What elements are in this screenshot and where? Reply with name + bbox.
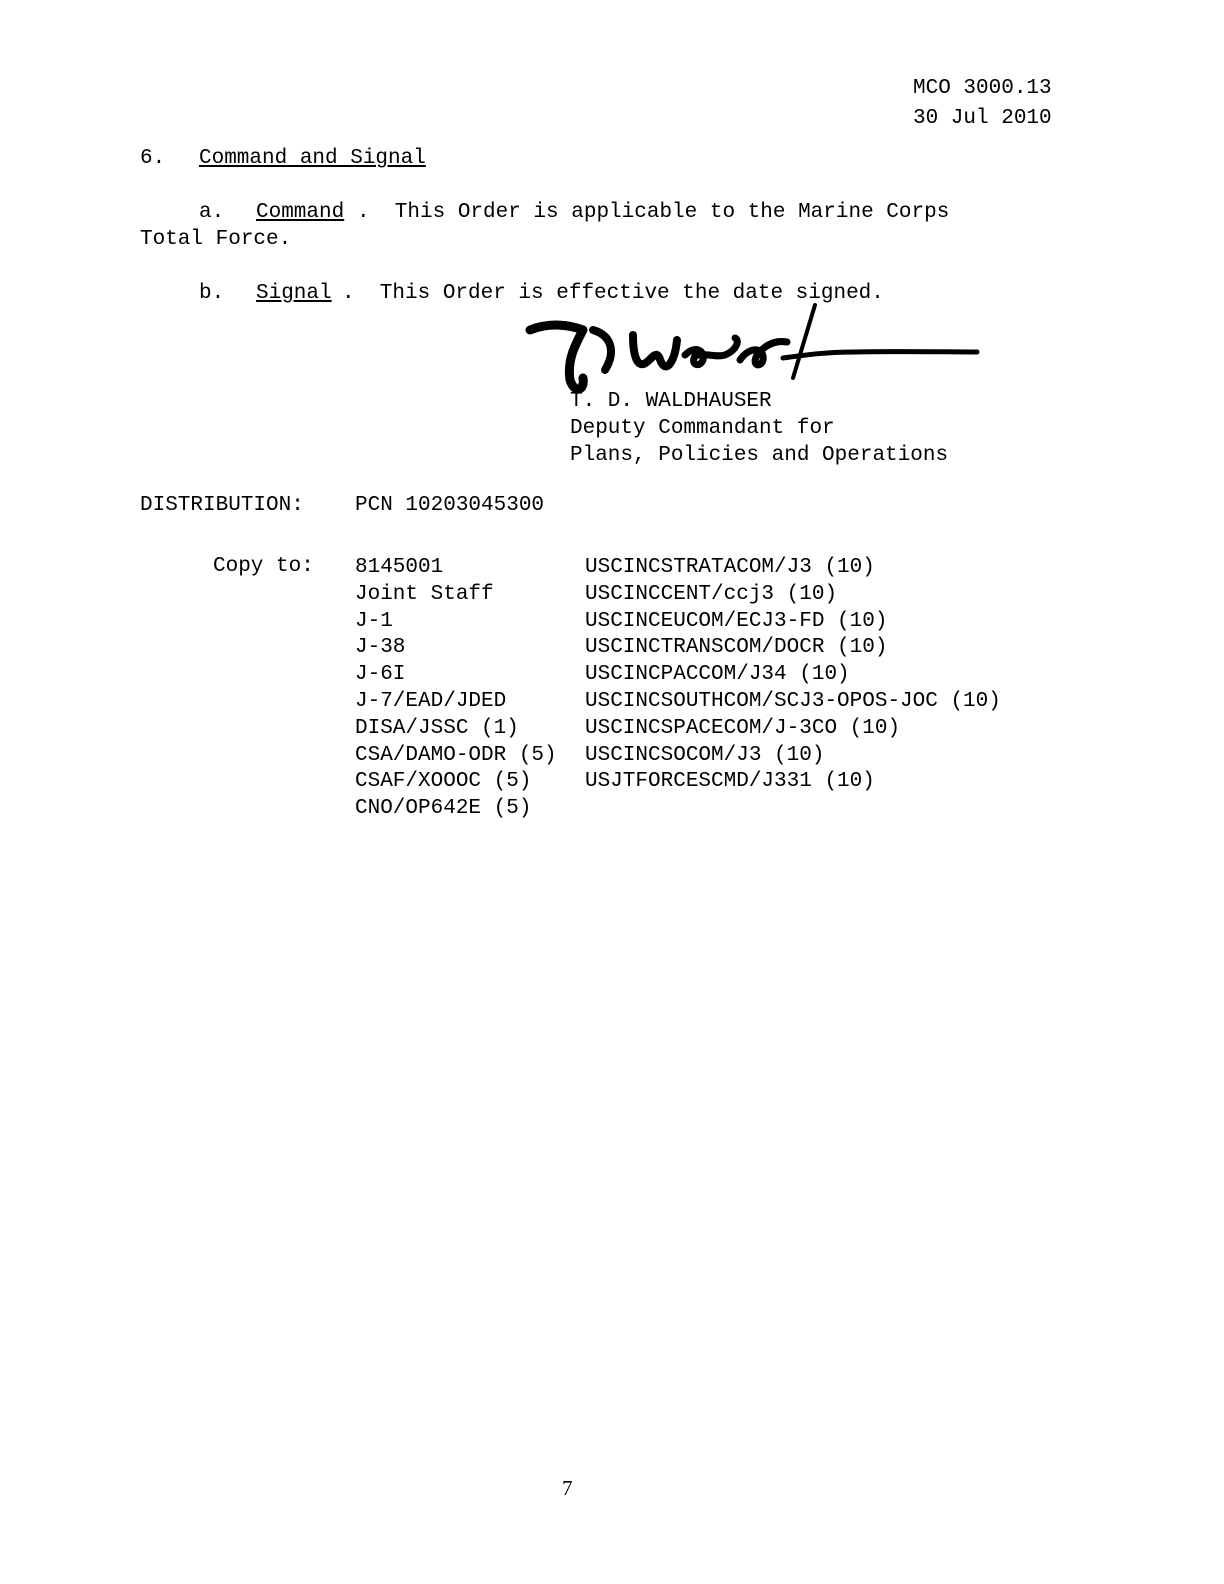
- list-item: USCINCTRANSCOM/DOCR (10): [585, 636, 888, 660]
- list-item: J-1: [355, 609, 393, 633]
- section-title: Command and Signal: [199, 147, 426, 170]
- list-item: CNO/OP642E (5): [355, 797, 532, 821]
- list-item: USJTFORCESCMD/J331 (10): [585, 770, 875, 794]
- para-b-heading: Signal: [256, 282, 332, 305]
- signer-name: [570, 391, 772, 412]
- section-number: 6.: [140, 147, 166, 170]
- para-a-text: . This Order is applicable to the Marine Corps: [357, 201, 950, 224]
- copy-to-label: Copy to:: [213, 555, 314, 578]
- page-number: 7: [562, 1476, 573, 1500]
- signer-title-line2: Plans, Policies and Operations: [570, 444, 949, 467]
- copy-to-column-1: [355, 555, 557, 823]
- list-item: USCINCSOUTHCOM/SCJ3-OPOS-JOC (10): [585, 689, 1001, 713]
- list-item: J-6I: [355, 663, 406, 687]
- para-b-text: . This Order is effective the date signed.: [342, 282, 884, 305]
- list-item: USCINCSPACECOM/J-3CO (10): [585, 716, 901, 740]
- list-item: USCINCPACCOM/J34 (10): [585, 663, 850, 687]
- signature: [525, 300, 985, 400]
- distribution-pcn: PCN 10203045300: [355, 494, 545, 517]
- para-a-label: a.: [199, 201, 225, 224]
- copy-to-column-2: [585, 555, 1001, 796]
- order-date: 30 Jul 2010: [913, 107, 1052, 130]
- list-item: CSAF/XOOOC (5): [355, 770, 532, 794]
- list-item: 8145001: [355, 556, 444, 579]
- list-item: USCINCEUCOM/ECJ3-FD (10): [585, 609, 888, 633]
- order-number: MCO 3000.13: [913, 77, 1052, 100]
- para-a-text-cont: Total Force.: [140, 228, 292, 251]
- list-item: USCINCSOCOM/J3 (10): [585, 743, 825, 767]
- distribution-label: DISTRIBUTION:: [140, 494, 304, 517]
- list-item: USCINCSTRATACOM/J3 (10): [585, 556, 875, 579]
- list-item: DISA/JSSC (1): [355, 716, 519, 740]
- signer-title-line1: Deputy Commandant for: [570, 417, 835, 440]
- para-a-heading: Command: [256, 201, 345, 224]
- list-item: CSA/DAMO-ODR (5): [355, 743, 557, 767]
- list-item: Joint Staff: [355, 582, 494, 606]
- list-item: USCINCCENT/ccj3 (10): [585, 582, 838, 606]
- list-item: J-38: [355, 636, 406, 660]
- signer-name-text: T. D. WALDHAUSER: [570, 390, 772, 413]
- list-item: J-7/EAD/JDED: [355, 689, 507, 713]
- para-b-label: b.: [199, 282, 225, 305]
